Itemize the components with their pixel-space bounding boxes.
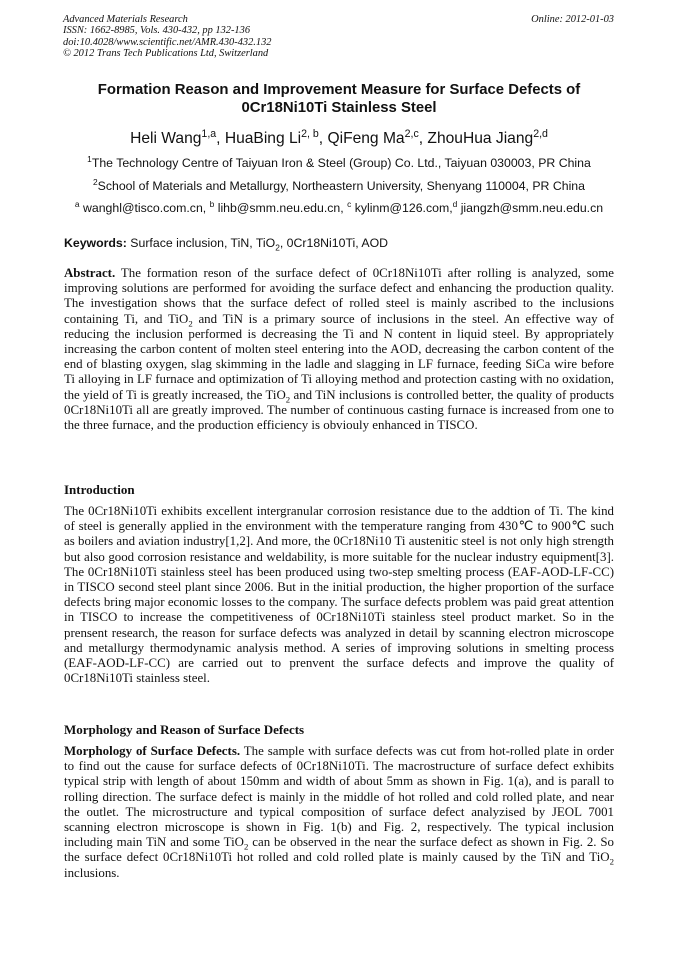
doi-line: doi:10.4028/www.scientific.net/AMR.430-432.132: [63, 36, 272, 48]
paper-title: [40, 82, 638, 117]
subscript: 2: [285, 394, 291, 405]
affiliation-text: The Technology Centre of Taiyuan Iron & Steel (Group) Co. Ltd., Taiyuan 030003, PR China: [91, 156, 591, 170]
morphology-body: can be observed in the near the surface defect as shown in Fig. 2. So the surface defect 0Cr18Ni10Ti hot rolled and cold rolled plate is mainly caused by the TiN and TiO: [64, 835, 614, 865]
affiliation-mark: 1: [87, 153, 92, 164]
introduction-text: The 0Cr18Ni10Ti exhibits excellent intergranular corrosion resistance due to the addtion of Ti. The kind of steel is generally applied in the environment with the temperature ranging from 430℃ to 900℃ such as boilers and aviation industry[1,2]. And more, the 0Cr18Ni10 Ti austenitic steel is not only high strength but also good corrosion resistance and weldability, is more suitable for the nuclear industry equipment[3]. The 0Cr18Ni10Ti stainless steel has been produced using two-step smelting process (EAF-AOD-LF-CC) in TISCO second steel plant since 2006. But in the initial production, the higher proportion of the surface defects bring major economic losses to the company. The surface defects problem was paid great attention in TISCO to increase the competitiveness of 0Cr18Ni10Ti stainless steel product market. So in the prensent research, the reason for surface defects was analyzed in detail by scanning electron microscope and metallurgy thermodynamic analysis method. A series of improving solutions in smelting process (EAF-AOD-LF-CC) are carried out to prenvent the surface defects and improve the quality of 0Cr18Ni10Ti stainless steel.: [64, 504, 614, 686]
author-name: ZhouHua Jiang: [427, 130, 534, 147]
issn-line: ISSN: 1662-8985, Vols. 430-432, pp 132-136: [63, 25, 251, 37]
copyright-line: © 2012 Trans Tech Publications Ltd, Switzerland: [63, 48, 269, 60]
title-line-2: 0Cr18Ni10Ti Stainless Steel: [241, 99, 437, 116]
affiliation-2: [30, 176, 648, 193]
author-affiliation-mark: 2, b: [301, 127, 319, 140]
affiliation-text: School of Materials and Metallurgy, Northeastern University, Shenyang 110004, PR China: [97, 179, 585, 193]
subscript: 2: [243, 841, 249, 852]
author-name: QiFeng Ma: [327, 130, 405, 147]
subscript: 2: [609, 857, 614, 867]
abstract-text: The formation reson of the surface defect of 0Cr18Ni10Ti after rolling is analyzed, some improving solutions are performed for avoiding the surface defect and enhancing the production quality. The investigation shows that the surface defect of rolled steel is mainly ascribed to the inclusions containing Ti, and TiO: [64, 266, 615, 326]
subscript: 2: [188, 318, 193, 329]
email-address[interactable]: lihb@smm.neu.edu.cn: [217, 201, 341, 215]
morphology-body: The sample with surface defects was cut from hot-rolled plate in order to find out the cause for surface defects of 0Cr18Ni10Ti. The macrostructure of surface defect exhibits typical strip with length of about 150mm and width of about 5mm as shown in Fig. 1(a), and is parall to rolling direction. The surface defect is mainly in the middle of hot rolled and cold rolled plate, and near the outlet. The microstructure and typical composition of surface defect analyzised by JEOL 7001 scanning electron microscope is shown in Fig. 1(b) and Fig. 2, respectively. The typical inclusion including main TiN and some TiO: [64, 744, 615, 850]
morphology-body: inclusions.: [64, 865, 120, 880]
email-address[interactable]: jiangzh@smm.neu.edu.cn: [460, 201, 604, 215]
abstract-text: and TiN is a primary source of inclusions in the steel. An effective way of reducing the inclusion performed is decreasing the Ti and N content in liquid steel. By appropriately increasing the carbon content of molten steel entering into the AOD, decreasing the carbon content of the end of blasting oxygen, slag skimming in the ladle and slagging in LF furnace, feeding SiCa wire before Ti alloying in LF furnace and optimization of Ti alloying method and protection casting with no oxidation, the yield of Ti is greatly increased, the TiO: [64, 311, 615, 402]
author-list: Heli Wang$^{1,a}$, HuaBing Li$^{2, b}$, QiFeng Ma$^{2,c}$, ZhouHua Jiang$^{2,d}$: [130, 127, 548, 147]
author-name: HuaBing Li: [224, 130, 302, 147]
email-address[interactable]: kylinm@126.com: [354, 201, 450, 215]
affiliation-1: [30, 153, 648, 170]
morphology-text: [64, 744, 614, 881]
keywords-text: , 0Cr18Ni10Ti, AOD: [279, 236, 389, 250]
morphology-subheading: Morphology of Surface Defects.: [64, 744, 241, 758]
introduction-heading: Introduction: [64, 482, 135, 497]
keywords: [64, 236, 614, 253]
email-mark: c: [347, 198, 352, 209]
journal-header: [63, 14, 271, 60]
email-mark: b: [209, 198, 215, 209]
online-date: Online: 2012-01-03: [531, 14, 614, 25]
journal-name: Advanced Materials Research: [63, 14, 188, 25]
author-affiliation-mark: 2,c: [404, 127, 419, 140]
email-address[interactable]: wanghl@tisco.com.cn: [83, 201, 203, 215]
email-list: $^a$ wanghl@tisco.com.cn, $^b$ lihb@smm.neu.edu.cn, $^c$ kylinm@126.com,$^d$ jiangzh@smm.neu.edu.cn: [74, 198, 604, 215]
email-mark: d: [452, 198, 458, 209]
abstract-text: and TiN inclusions is controlled better, the quality of products 0Cr18Ni10Ti all are greatly improved. The number of continuous casting furnace is increased from one to the three furnace, and the production efficiency is obviouly enhanced in TISCO.: [64, 387, 614, 433]
morphology-heading: Morphology and Reason of Surface Defects: [64, 722, 305, 737]
keywords-label: Keywords:: [64, 236, 127, 250]
email-mark: a: [74, 198, 80, 209]
affiliation-mark: 2: [92, 176, 98, 187]
title-line-1: Formation Reason and Improvement Measure for Surface Defects of: [97, 82, 581, 98]
subscript: 2: [275, 242, 280, 253]
author-name: Heli Wang: [130, 130, 202, 147]
author-affiliation-mark: 1,a: [201, 127, 217, 140]
abstract: [64, 266, 614, 433]
author-affiliation-mark: 2,d: [533, 127, 548, 140]
keywords-text: Surface inclusion, TiN, TiO: [130, 236, 276, 250]
abstract-label: Abstract.: [64, 266, 116, 280]
